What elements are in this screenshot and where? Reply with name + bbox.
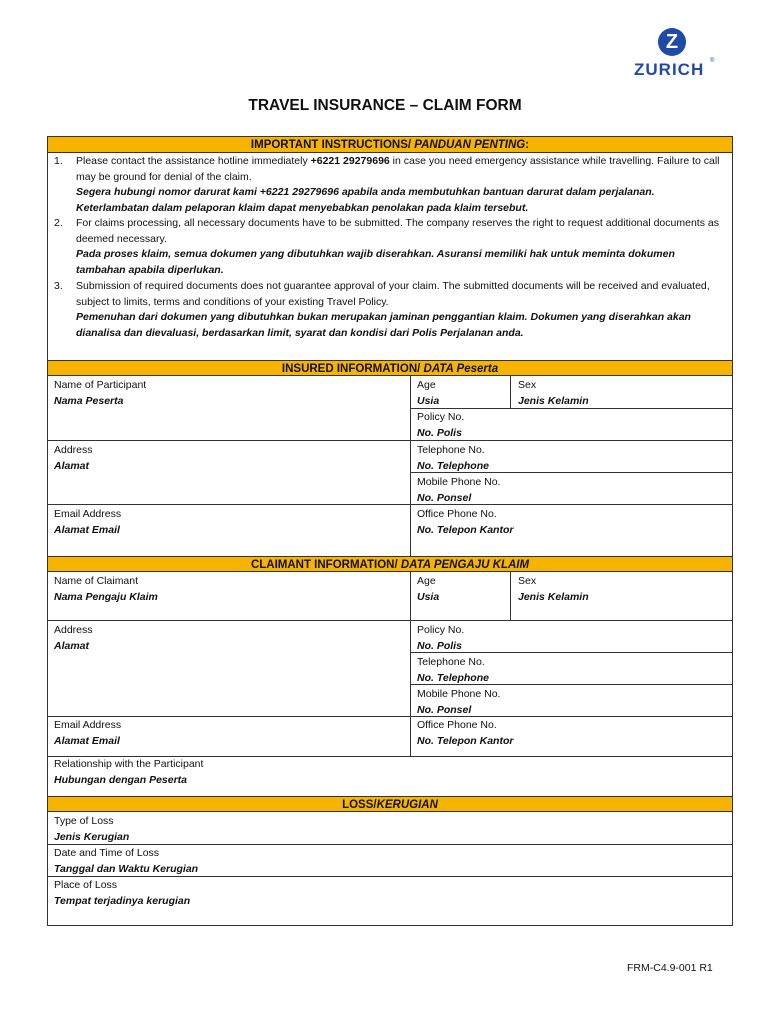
- field-label-en: Email Address: [54, 719, 122, 731]
- claimant-header: [48, 556, 732, 572]
- instruction-number: 3.: [54, 280, 63, 292]
- claimant-mobile-field[interactable]: [417, 687, 500, 718]
- zurich-z-icon: Z: [658, 28, 686, 56]
- field-label-id: Tanggal dan Waktu Kerugian: [54, 862, 199, 875]
- instruction-en: For claims processing, all necessary documents have to be submitted. The company reserves the right to request additional documents as deemed necessary.: [76, 217, 719, 245]
- field-label-id: Jenis Kelamin: [518, 394, 589, 407]
- field-label-id: No. Telephone: [417, 459, 489, 472]
- instructions-header-en: IMPORTANT INSTRUCTIONS/: [250, 139, 415, 151]
- field-label-id: Alamat: [54, 459, 90, 472]
- claimant-sex-field[interactable]: [518, 574, 589, 605]
- row-line: [48, 440, 732, 441]
- instructions-header-id: PANDUAN PENTING: [414, 139, 526, 151]
- logo-brand: ZURICH: [634, 60, 705, 79]
- field-label-en: Type of Loss: [54, 815, 114, 827]
- instruction-number: 1.: [54, 155, 63, 167]
- claimant-email-field[interactable]: [54, 718, 121, 749]
- field-label-id: Tempat terjadinya kerugian: [54, 894, 191, 907]
- insured-policy-field[interactable]: [417, 410, 464, 441]
- claimant-telephone-field[interactable]: [417, 655, 489, 686]
- field-label-en: Sex: [518, 575, 537, 587]
- claimant-office-phone-field[interactable]: [417, 718, 513, 749]
- field-label-en: Telephone No.: [417, 444, 485, 456]
- field-label-en: Office Phone No.: [417, 719, 497, 731]
- field-label-id: Alamat Email: [54, 523, 120, 536]
- field-label-en: Age: [417, 575, 436, 587]
- loss-header: [48, 796, 732, 812]
- insured-address-field[interactable]: [54, 443, 93, 474]
- field-label-en: Mobile Phone No.: [417, 476, 501, 488]
- claimant-age-field[interactable]: [417, 574, 439, 605]
- row-line: [48, 620, 732, 621]
- form-title: TRAVEL INSURANCE – CLAIM FORM: [248, 97, 522, 114]
- instruction-en: Submission of required documents does not guarantee approval of your claim. The submitted documents will be received and evaluated, subject to limits, terms and conditions of your existing Travel Policy.: [76, 280, 710, 308]
- field-label-en: Mobile Phone No.: [417, 688, 501, 700]
- loss-header-en: LOSS/: [342, 799, 377, 811]
- field-label-id: Jenis Kerugian: [54, 830, 130, 843]
- field-label-id: No. Ponsel: [417, 491, 472, 504]
- insured-header: [48, 360, 732, 376]
- claim-form: [47, 136, 733, 926]
- field-label-id: No. Telepon Kantor: [417, 734, 514, 747]
- field-label-en: Age: [417, 379, 436, 391]
- loss-place-field[interactable]: [54, 878, 190, 909]
- field-label-id: No. Telepon Kantor: [417, 523, 514, 536]
- claimant-header-en: CLAIMANT INFORMATION/: [250, 559, 401, 571]
- insured-office-phone-field[interactable]: [417, 507, 513, 538]
- field-label-id: Usia: [417, 394, 440, 407]
- field-label-id: Alamat: [54, 639, 90, 652]
- logo-registered: ®: [710, 58, 715, 64]
- field-label-id: Alamat Email: [54, 734, 120, 747]
- insured-email-field[interactable]: [54, 507, 121, 538]
- field-label-en: Email Address: [54, 508, 122, 520]
- zurich-logo: [630, 28, 720, 82]
- insured-header-en: INSURED INFORMATION/: [281, 363, 424, 375]
- row-line: [48, 504, 732, 505]
- instruction-id: Segera hubungi nomor darurat kami +6221 29279696 apabila anda membutuhkan bantuan darurat dalam perjalanan. Keterlambatan dalam pelaporan klaim dapat menyebabkan penolakan pada klaim tersebut.: [76, 186, 655, 214]
- field-label-en: Relationship with the Participant: [54, 758, 204, 770]
- loss-header-id: KERUGIAN: [376, 799, 438, 811]
- loss-datetime-field[interactable]: [54, 846, 198, 877]
- field-label-id: No. Polis: [417, 426, 462, 439]
- loss-type-field[interactable]: [54, 814, 129, 845]
- insured-sex-divider: [510, 376, 511, 408]
- insured-name-field[interactable]: [54, 378, 146, 409]
- field-label-id: Nama Pengaju Klaim: [54, 590, 158, 603]
- claimant-name-field[interactable]: [54, 574, 158, 605]
- form-code: FRM-C4.9-001 R1: [627, 962, 713, 974]
- instruction-id: Pada proses klaim, semua dokumen yang dibutuhkan wajib diserahkan. Asuransi memiliki hak untuk meminta dokumen tambahan apabila diperlukan.: [76, 248, 675, 276]
- field-label-id: No. Ponsel: [417, 703, 472, 716]
- insured-mobile-field[interactable]: [417, 475, 500, 506]
- field-label-en: Name of Claimant: [54, 575, 139, 587]
- field-label-en: Address: [54, 624, 93, 636]
- field-label-id: Usia: [417, 590, 440, 603]
- claimant-divider: [410, 572, 411, 756]
- instruction-en: Please contact the assistance hotline immediately: [76, 155, 311, 167]
- field-label-en: Sex: [518, 379, 537, 391]
- instruction-number: 2.: [54, 217, 63, 229]
- field-label-id: No. Polis: [417, 639, 462, 652]
- instructions-header: [48, 137, 732, 153]
- field-label-en: Date and Time of Loss: [54, 847, 160, 859]
- instructions-header-suffix: :: [525, 139, 530, 151]
- claimant-address-field[interactable]: [54, 623, 93, 654]
- insured-age-field[interactable]: [417, 378, 439, 409]
- field-label-id: Jenis Kelamin: [518, 590, 589, 603]
- field-label-id: Nama Peserta: [54, 394, 124, 407]
- insured-header-id: DATA Peserta: [423, 363, 499, 375]
- field-label-id: No. Telephone: [417, 671, 489, 684]
- insured-telephone-field[interactable]: [417, 443, 489, 474]
- field-label-en: Place of Loss: [54, 879, 118, 891]
- hotline-number: +6221 29279696: [310, 155, 390, 167]
- field-label-id: Hubungan dengan Peserta: [54, 773, 188, 786]
- instruction-en-cont: in case you need emergency assistance while travelling. Failure to call may be ground for denial of the claim.: [76, 155, 720, 183]
- field-label-en: Telephone No.: [417, 656, 485, 668]
- field-label-en: Office Phone No.: [417, 508, 497, 520]
- row-line: [48, 844, 732, 845]
- field-label-en: Name of Participant: [54, 379, 147, 391]
- claimant-relationship-field[interactable]: [54, 757, 203, 788]
- field-label-en: Policy No.: [417, 411, 465, 423]
- instruction-id: Pemenuhan dari dokumen yang dibutuhkan bukan merupakan jaminan penggantian klaim. Dokumen yang diserahkan akan dianalisa dan dievaluasi, berdasarkan limit, syarat dan kondisi dari Polis Perjalanan anda.: [76, 311, 691, 339]
- claimant-sex-divider: [510, 572, 511, 620]
- field-label-en: Address: [54, 444, 93, 456]
- insured-sex-field[interactable]: [518, 378, 589, 409]
- claimant-policy-field[interactable]: [417, 623, 464, 654]
- row-line: [48, 716, 732, 717]
- claimant-header-id: DATA PENGAJU KLAIM: [400, 559, 530, 571]
- insured-divider: [410, 376, 411, 556]
- field-label-en: Policy No.: [417, 624, 465, 636]
